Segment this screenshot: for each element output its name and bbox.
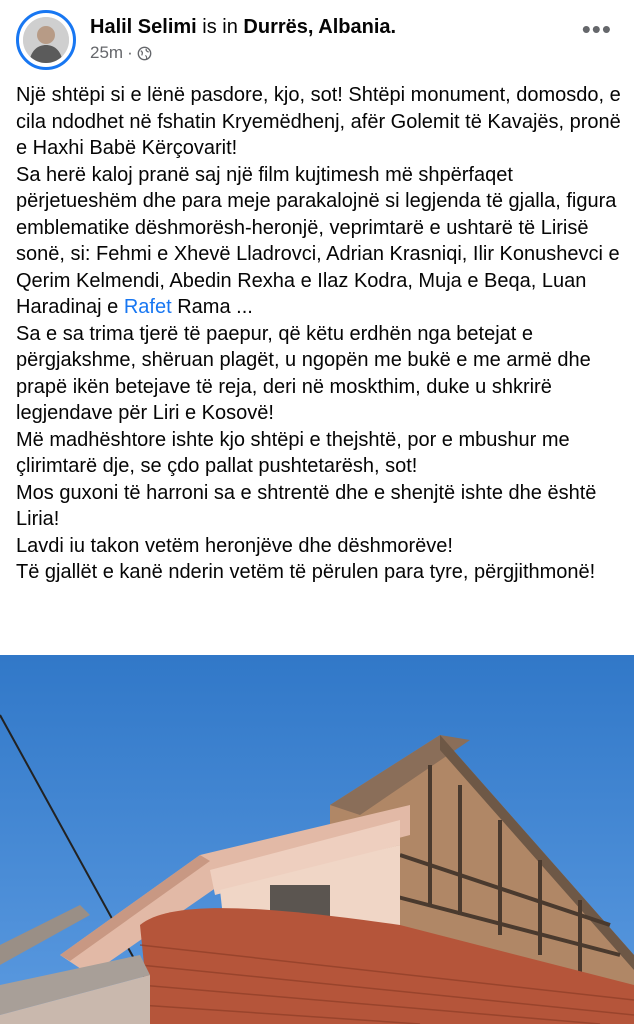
post-paragraph: Të gjallët e kanë nderin vetëm të përulen para tyre, përgjithmonë! [16,561,596,583]
post-paragraph: Lavdi iu takon vetëm heronjëve dhe dëshmorëve! [16,534,453,557]
tagged-profile-link[interactable]: Rafet [123,296,172,318]
post-paragraph-text: Sa herë kaloj pranë saj një film kujtimesh më shpërfaqet përjetueshëm dhe para meje parakalojnë si legjenda të gjalla, figura emblematike dëshmorësh-heronjë, veprimtarë e ushtarë të Lirisë sonë, si: Fehmi e Xhevë Lladrovci, Adrian Krasniqi, Ilir Konushevci e Qerim Kelmendi, Abedin Rexha e Ilaz Kodra, Muja e Beqa, Luan Haradinaj e [16,163,620,318]
timestamp[interactable]: 25m [90,43,124,62]
location-link[interactable]: Durrës, Albania. [243,16,397,38]
post-meta [90,43,152,63]
author-line [90,15,396,39]
avatar[interactable] [16,10,76,70]
more-options-button[interactable]: ••• [581,14,612,44]
post-header [0,0,634,72]
globe-icon [137,46,152,61]
post-paragraph: Më madhështore ishte kjo shtëpi e thejshtë, por e mbushur me çlirimtarë dje, se çdo pallat pushtetarësh, sot! [16,428,570,477]
post-paragraph [16,162,622,321]
post-text [16,82,622,586]
post-photo[interactable] [0,655,634,1024]
author-name[interactable]: Halil Selimi [90,16,197,38]
is-in-text: is in [202,16,238,38]
meta-separator: · [127,43,133,62]
avatar-photo [23,17,69,63]
post-paragraph-text: Rama ... [177,296,253,318]
post-paragraph: Mos guxoni të harroni sa e shtrentë dhe e shenjtë ishte dhe është Liria! [16,481,597,530]
post-paragraph: Një shtëpi si e lënë pasdore, kjo, sot! Shtëpi monument, domosdo, e cila ndodhet në fshatin Kryemëdhenj, afër Golemit të Kavajës, pronë e Haxhi Babë Kërçovarit! [16,84,621,159]
post-paragraph: Sa e sa trima tjerë të paepur, që këtu erdhën nga betejat e përgjakshme, shëruan plagët, u ngopën me bukë e me armë dhe prapë ikën betejave të reja, deri në moskthim, duke u shkrirë legjendave për Liri e Kosovë! [16,322,591,424]
